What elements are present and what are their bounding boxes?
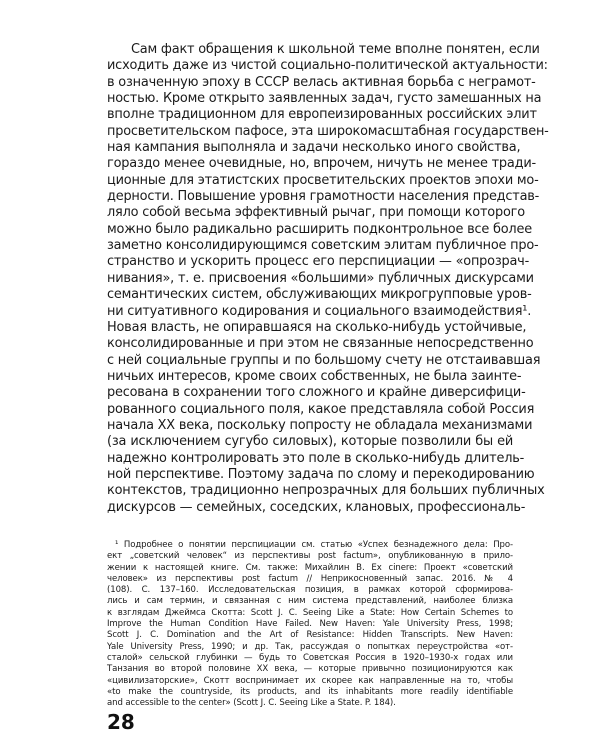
body-line: просветительском пафосе, эта широкомасштабная государствен- [107,123,549,139]
body-line: семантических систем, обслуживающих микрогрупповые уров- [107,287,532,303]
body-line: контекстов, традиционно непрозрачных для больших публичных [107,483,545,499]
body-line: рованного социального поля, какое представляла собой Россия [107,401,535,417]
body-line: начала XX века, поскольку попросту не обладала механизмами [107,417,533,433]
body-line: заметно консолидирующимся советским элитам публичное про- [107,238,539,254]
footnote-line: (108). С. 137–160. Исследовательская позиция, в рамках которой сформирова- [107,585,513,596]
body-line: ционные для этатистских просветительских проектов эпохи мо- [107,172,539,188]
body-line: исходить даже из чистой социально-политической актуальности: [107,58,548,74]
footnote-line: and accessible to the center» (Scott J. C. Seeing Like a State. P. 184). [107,698,396,709]
body-line: ни ситуативного кодирования и социального взаимодействия¹. [107,303,532,319]
body-line: надежно контролировать это поле в сколько-нибудь длитель- [107,450,525,466]
footnote-line: Танзания во второй половине XX века, — которые привычно позиционируются как [107,664,513,675]
footnote-line: ект „советский человек“ из перспективы post factum», опубликованную в прило- [107,551,513,562]
footnote-line: ¹ Подробнее о понятии перспициации см. статью «Успех безнадежного дела: Про- [115,540,513,550]
footnote [107,540,513,709]
footnote-line: Yale University Press, 1990; и др. Так, рассуждая о попытках переустройства «от- [107,641,513,652]
body-line: дерности. Повышение уровня грамотности населения представ- [107,189,540,205]
footnote-line: жении к настоящей книге. См. также: Михайлин В. Ex cinere: Проект «советский [107,562,513,573]
footnote-line: сталой» сельской глубинки — будь то Советская Россия в 1920–1930-х годах или [107,652,513,663]
body-line: с ней социальные группы и по большому счету не отстаивавшая [107,352,541,368]
page-number: 28 [107,710,135,734]
footnote-line: лись и сам термин, и связанная с ним система представлений, наиболее близка [107,596,513,607]
body-line: гораздо менее очевидные, но, впрочем, ничуть не менее тради- [107,156,536,172]
body-line: Сам факт обращения к школьной теме вполне понятен, если [131,42,540,57]
footnote-line: к взглядам Джеймса Скотта: Scott J. C. Seeing Like a State: How Certain Schemes to [107,607,513,618]
body-line: ностью. Кроме открыто заявленных задач, густо замешанных на [107,91,542,107]
body-line: дискурсов — семейных, соседских, клановых, профессиональ- [107,499,526,515]
footnote-line: Scott J. C. Domination and the Art of Resistance: Hidden Transcripts. New Haven: [107,630,513,641]
body-line: ная кампания выполняла и задачи несколько иного свойства, [107,140,521,156]
body-line: ресована в сохранении того сложного и крайне диверсифици- [107,385,526,401]
body-line: вполне традиционном для европеизированных российских элит [107,107,537,123]
body-line: ничьих интересов, кроме своих собственных, не была заинте- [107,368,522,384]
body-line: в означенную эпоху в СССР велась активная борьба с неграмот- [107,74,536,90]
body-line: Новая власть, не опиравшаяся на сколько-нибудь устойчивые, [107,319,527,335]
main-body-text [107,42,549,516]
body-line: ной перспективе. Поэтому задача по слому и перекодированию [107,466,535,482]
body-line: (за исключением сугубо силовых), которые позволили бы ей [107,434,513,450]
body-line: консолидированные и при этом не связанные непосредственно [107,336,534,352]
footnote-line: человек» из перспективы post factum // Неприкосновенный запас. 2016. № 4 [107,573,513,584]
footnote-line: «цивилизаторские», Скотт воспринимает их скорее как направленные на то, чтобы [107,675,513,686]
body-line: нивания», т. е. присвоения «большими» публичных дискурсами [107,270,534,286]
body-line: можно было радикально расширить подконтрольное все более [107,221,532,237]
body-line: ляло собой весьма эффективный рычаг, при помощи которого [107,205,525,221]
footnote-line: «to make the countryside, its products, and its inhabitants more readily identifiable [107,686,513,697]
footnote-line: Improve the Human Condition Have Failed. New Haven: Yale University Press, 1998; [107,619,513,630]
body-line: странство и ускорить процесс его перспициации — «опрозрач- [107,254,530,270]
